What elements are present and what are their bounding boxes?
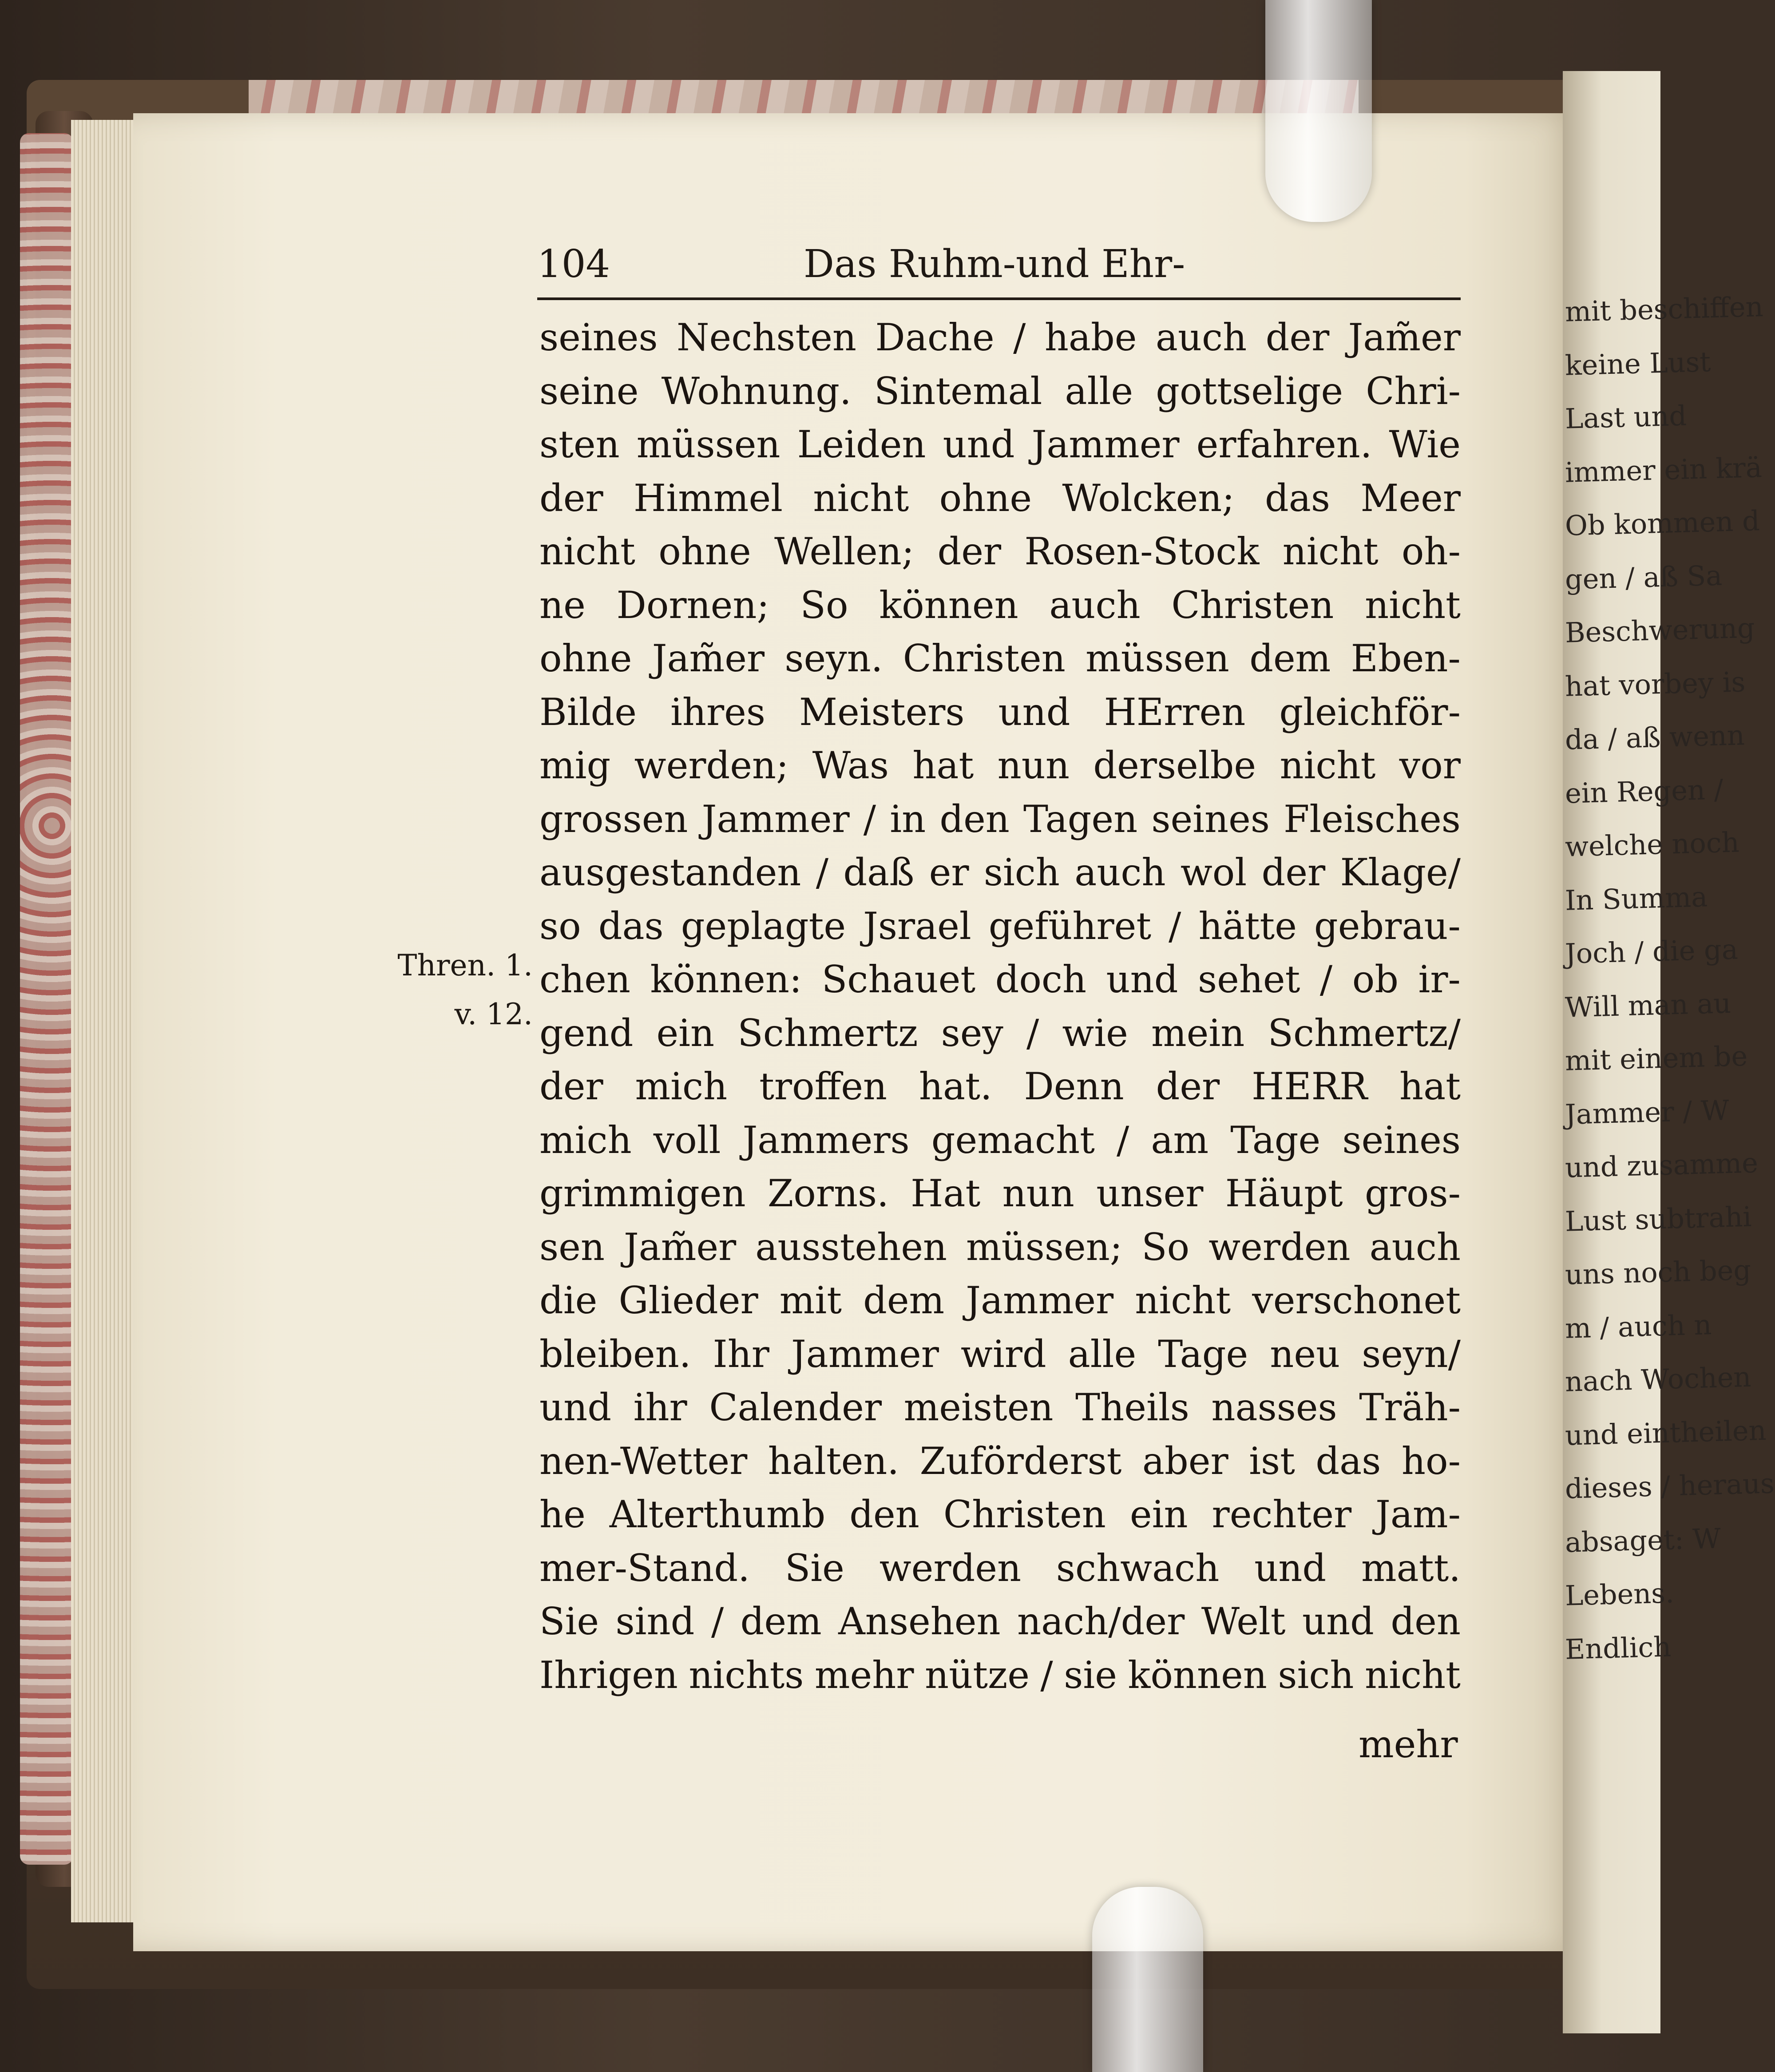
- facing-text-line: und eintheilen: [1565, 1414, 1767, 1452]
- text-line: gend ein Schmertz sey / wie mein Schmertz/: [539, 1011, 1461, 1055]
- body-text: [539, 311, 1461, 1702]
- facing-text-line: uns noch beg: [1565, 1253, 1751, 1291]
- facing-text-line: Joch / die ga: [1565, 933, 1739, 970]
- facing-text-line: keine Lust: [1565, 345, 1712, 382]
- text-line: he Alterthumb den Christen ein rechter Jam-: [539, 1493, 1461, 1537]
- facing-text-line: nach Wochen: [1565, 1360, 1752, 1398]
- text-line: sen Jam̃er ausstehen müssen; So werden auch: [539, 1225, 1461, 1269]
- facing-text-line: Lebens.: [1565, 1577, 1675, 1612]
- facing-text-line: da / aß wenn: [1565, 719, 1745, 756]
- facing-text-line: Jammer / W: [1565, 1093, 1730, 1131]
- text-line: Bilde ihres Meisters und HErren gleichför-: [539, 690, 1461, 734]
- facing-text-line: mit beschiffen: [1565, 290, 1764, 328]
- text-line: bleiben. Ihr Jammer wird alle Tage neu seyn/: [539, 1332, 1461, 1376]
- glass-page-weight-bottom: [1092, 1887, 1203, 2072]
- page-header: [537, 242, 1461, 291]
- text-line: und ihr Calender meisten Theils nasses Träh-: [539, 1386, 1461, 1430]
- text-line: so das geplagte Jsrael geführet / hätte gebrau-: [539, 904, 1461, 948]
- margin-reference-line: v. 12.: [454, 997, 533, 1031]
- text-line: nicht ohne Wellen; der Rosen-Stock nicht oh-: [539, 530, 1461, 574]
- running-head: Das Ruhm-und Ehr-: [804, 242, 1185, 286]
- facing-text-line: mit einem be: [1565, 1039, 1748, 1077]
- facing-text-line: Lust subtrahi: [1565, 1200, 1752, 1238]
- facing-text-line: dieses / heraus: [1565, 1467, 1775, 1505]
- facing-text-line: Ob kommen d: [1565, 504, 1760, 542]
- facing-text-line: ein Regen /: [1565, 773, 1724, 810]
- facing-text-line: Endlich: [1565, 1630, 1672, 1666]
- facing-text-line: In Summa: [1565, 880, 1708, 917]
- text-line: ne Dornen; So können auch Christen nicht: [539, 583, 1461, 627]
- text-line: Sie sind / dem Ansehen nach/der Welt und den: [539, 1600, 1461, 1644]
- text-line: seines Nechsten Dache / habe auch der Jam̃er: [539, 316, 1461, 360]
- facing-text-line: m / auch n: [1565, 1308, 1712, 1345]
- facing-text-line: Will man au: [1565, 986, 1731, 1024]
- text-line: mich voll Jammers gemacht / am Tage seines: [539, 1118, 1461, 1162]
- text-line: der mich troffen hat. Denn der HERR hat: [539, 1065, 1461, 1109]
- text-line: mer-Stand. Sie werden schwach und matt.: [539, 1546, 1461, 1590]
- page-number: 104: [537, 242, 610, 286]
- facing-text-line: Last und: [1565, 399, 1688, 435]
- margin-reference: [380, 941, 533, 1039]
- facing-text-line: absaget: W: [1565, 1522, 1721, 1559]
- facing-text-line: gen / aß Sa: [1565, 559, 1723, 596]
- facing-page-text: [1565, 284, 1775, 1675]
- facing-text-line: hat vorbey is: [1565, 665, 1746, 703]
- text-line: Ihrigen nichts mehr nütze / sie können sich nicht: [539, 1653, 1461, 1697]
- facing-text-line: und zusamme: [1565, 1146, 1759, 1184]
- text-line: ohne Jam̃er seyn. Christen müssen dem Eben-: [539, 637, 1461, 681]
- text-line: grossen Jammer / in den Tagen seines Fleisches: [539, 797, 1461, 841]
- text-line: die Glieder mit dem Jammer nicht verschonet: [539, 1279, 1461, 1323]
- text-line: chen können: Schauet doch und sehet / ob ir-: [539, 958, 1461, 1002]
- text-line: seine Wohnung. Sintemal alle gottselige Chri-: [539, 369, 1461, 413]
- text-line: mig werden; Was hat nun derselbe nicht vor: [539, 744, 1461, 788]
- catchword: mehr: [1359, 1723, 1458, 1766]
- facing-text-line: immer ein krä: [1565, 451, 1763, 489]
- text-line: sten müssen Leiden und Jammer erfahren. Wie: [539, 423, 1461, 467]
- facing-text-line: Beschwerung: [1565, 611, 1755, 649]
- text-line: der Himmel nicht ohne Wolcken; das Meer: [539, 476, 1461, 520]
- facing-text-line: welche noch: [1565, 826, 1740, 863]
- margin-reference-line: Thren. 1.: [397, 948, 533, 983]
- text-line: nen-Wetter halten. Zuförderst aber ist das ho-: [539, 1439, 1461, 1483]
- marbled-edge: [20, 133, 73, 1865]
- glass-page-weight-top: [1265, 0, 1372, 222]
- header-rule: [537, 297, 1461, 300]
- text-line: ausgestanden / daß er sich auch wol der Klage/: [539, 851, 1461, 895]
- text-line: grimmigen Zorns. Hat nun unser Häupt gros-: [539, 1172, 1461, 1216]
